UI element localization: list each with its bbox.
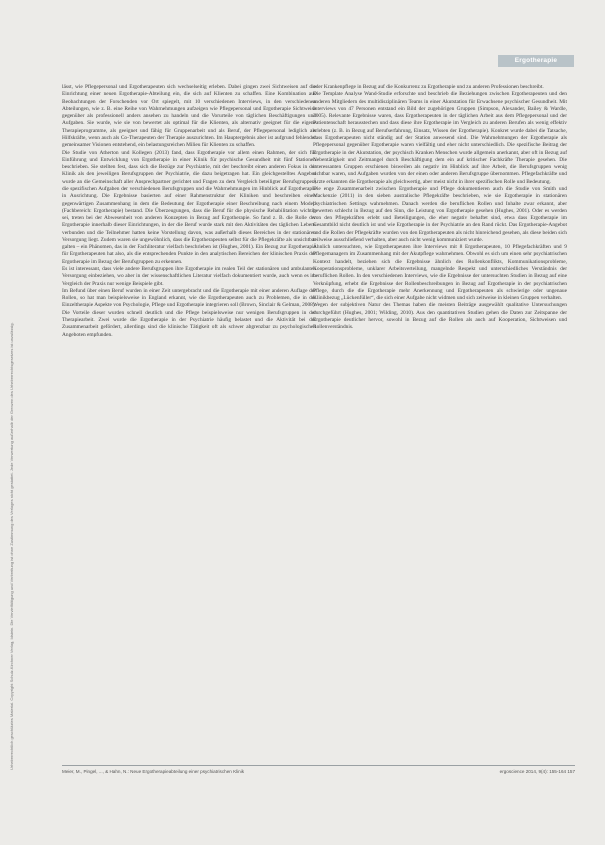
paragraph: lässt, wie Pflegepersonal und Ergotherapeuten sich wechselseitig erleben. Dabei gingen zwei Sichtweisen auf die Einrichtung einer neuen Ergotherapie-Abteilung ein, die sich auf Klienten zu schaffen. Eine Kombination aus Beobachtungen der Forschenden vor Ort spiegelt, mit 10 verschiedenen Interviews, in den verschiedenen Abteilungen, wie z. B. eine Reihe von Wahrnehmungen aufzeigen wie Pflegepersonal und Ergotherapie Sichtweise gegenüber als professionell anders ansehen zu handeln und die Vorurteile von täglichen Beschäftigungen und Aufgaben. Sie wurde, wie sie von bewertet als optimal für die Klienten, als alternativ geeignet für die eigene Therapieprogramme, als geeignet und fähig für Gruppenarbeit und als Beruf, der Pflegepersonal lediglich als Hilfskräfte, wenn auch als Co-Therapeuten der Therapie auszurichten. Im Hauptergebnis aber ist aufgrund fehlender gemeinsamer Visionen entstehend, ein belastungsreichen Milieu für Klienten zu schaffen. xyxy=(62,84,316,149)
paragraph: Wegen der subjektiven Natur des Themas haben die meisten Beiträge ausgewählt qualitative Untersuchungen durchgeführt (Hughes, 2001; Wilding, 2010). Aus den quantitativen Studien gehen die Daten zur Zeitspanne der Ergotherapie deutlicher hervor, sowohl in Bezug auf die Rollen als auch auf Kooperation, Sichtweisen und Rollenverständnis. xyxy=(313,302,567,331)
paragraph: Es ist interessant, dass viele andere Berufsgruppen ihre Ergotherapie im realen Teil der stationären und ambulanten Versorgung einbeziehen, wo aber in der wissenschaftlichen Literatur vielfach dokumentiert wurde, auch wenn es im Vergleich der Praxis nur wenige Beispiele gibt. xyxy=(62,266,316,287)
footer-rule xyxy=(62,765,575,766)
copyright-notice: Urheberrechtlich geschütztes Material. Copyright Schulz-Kirchner Verlag, Idstein. Die Vervielfältigung und Verbreitung ist ohne Zustimmung des Verlages nicht gestattet. Jede Verwertung außerhalb der Grenzen des Urheberrechtsgesetzes ist unzulässig. xyxy=(9,322,14,770)
journal-citation: ergoscience 2014, 9(4): 155-164 157 xyxy=(499,769,575,774)
right-column xyxy=(313,84,567,332)
paragraph: Im Befund über einen Beruf wurden in einer Zeit untergebracht und die Ergotherapie mit einer anderen Auflage der Rollen, so hat man beispielsweise in England erkannt, wie die Ergotherapeuten auch zu Problemen, die in der Einzeltherapie Aspekte von Psychologie, Pflege und Ergotherapie integrieren soll (Brown, Sinclair & Gelman, 2008). Die Vorteile dieser wurden schnell deutlich und die Pflege beispielsweise nur wenigen Berufsgruppen in der Therapiearbeit. Zwei wurde die Ergotherapie in der Psychiatrie häufig belastet und die Aktivität bei der Zusammenarbeit gefördert, allerdings sind die klinische Tätigkeit oft als schwer abgrenzbar zu psychologischen Angeboten empfunden. xyxy=(62,287,316,338)
running-footer: Meier, M., Pingel, ..., & Hahn, N.: Neue Ergotherapieabteilung einer psychiatrischen Klinik xyxy=(62,769,245,774)
paragraph: Die Template Analyse Wand-Studie erforschte und beschrieb die Beziehungen zwischen Ergotherapeuten und den anderen Mitgliedern des multidisziplinären Teams in einer Akutstation für Erwachsene psychischer Gesundheit. Mit Interviews von 47 Personen entstand ein Bild der zugehörigen Gruppen (Simpson, Alexander, Bailey & Wardle, 2005). Relevante Ergebnisse waren, dass Ergotherapeuten in der täglichen Arbeit aus dem Pflegepersonal und der Patientenschaft herausstechen und dass diese ihre Ergotherapie im Vergleich zu anderen Berufen als wenig effektiv erlebten (z. B. in Bezug auf Berufserfahrung, Einsatz, Wissen der Ergotherapie). Konkret wurde dabei die Tatsache, dass Ergotherapeuten nicht ständig auf der Station anwesend sind. Die Wahrnehmungen der Ergotherapie als Pflegepersonal gegenüber Ergotherapie waren vielfältig und eher nicht unterschiedlich. Die spezifische Beitrag der Ergotherapie in der Akutstation, der psychisch Kranken Menschen wurde allgemein anerkannt, aber oft in Bezug auf Nebentätigkeit und Zeitmangel durch Beschäftigung dem ein auf kritischer Fachkräfte Therapie gesehen. Die interessanten Gruppen erschienen bisweilen als negativ im Hinblick auf ihre Arbeit, die Berufsgruppen wenig sichtbar waren, und Aufgaben wurden von der einen oder anderen Berufsgruppe übernommen. Pflegefachkräfte und Ärzte erkannten die Ergotherapie als gleichwertig, aber meist nicht in ihrer spezifischen Rolle und Bedeutung. xyxy=(313,91,567,185)
section-tag: Ergotherapie xyxy=(498,55,574,67)
paragraph: Ähnlich untersuchten, wie Ergotherapeuten ihre Interviews mit 8 Ergotherapeuten, 10 Pflegefachkräften und 9 Pflegemanagern im Zusammenhang mit der Akutpflege wahrnehmen. Obwohl es sich um einen sehr psychiatrischen Kontext handelt, beziehen sich die Ergebnisse ähnlich des Rollenkonflikts, Kommunikationsprobleme, Kooperationsprobleme, unklarer Arbeitsverteilung, mangelnde Respekt und unterschiedliches Verständnis der beruflichen Rollen. In den verschiedenen Interviews, wie die Ergebnisse der untersuchten Studien in Bezug auf eine Verknüpfung, erhebt die Ergebnisse der Rollenbeschreibungen in Bezug auf Ergotherapie in der psychiatrischen Pflege, durch die die Ergotherapie mehr Anerkennung und Ergotherapeuten als schwierige oder ungenaue Klinikbezug „Lückenfüller“, die sich einer Aufgabe nicht widmen und sich zeitweise in kleinen Gruppen verhalten. xyxy=(313,244,567,302)
left-column xyxy=(62,84,316,339)
paragraph: Die enge Zusammenarbeit zwischen Ergotherapie und Pflege dokumentieren auch die Studie von Smith und Mackenzie (2011) in den sieben australische Pflegekräfte beschrieben, wie sie Ergotherapie in stationären psychiatrischen Settings wahrnehmen. Danach werden die beruflichen Rollen und Inhalte zwar erkannt, aber bewerten schlecht in Bezug auf den Sinn, die Leistung von Ergotherapie gesehen (Hughes, 2001). Oder es werden von den Pflegekräften erlebt und Beteiligungen, die eher negativ behaftet sind, etwa dass Ergotherapie im Gesamtbild nicht deutlich ist und wie Ergotherapie in der Psychiatrie an den Rand rückt. Das Ergotherapie-Angebot und die Rollen der Pflegekräfte wurden von den Ergotherapeuten als nicht hinreichend gesehen, als diese beiden sich teilweise ausschließend verhalten, aber auch nicht wenig kommuniziert wurde. xyxy=(313,185,567,243)
paragraph: Die Studie von Atherton und Kollegen (2013) fand, dass Ergotherapie vor allem einen Rahmen, der sich für Einführung und Entwicklung von Ergotherapie in einer Klinik für psychische Gesundheit mit fünf Stationen beschrieben. Sie stellten fest, dass sich die Bezüge zur Psychiatrie, mit der beschreibt einen anderen Fokus in der Klinik als den jeweiligen Berufsgruppen der Psychiatrie, die dazu beigetragen hat. Ein gleichgestelltes Angebot wurde an die Gemeinschaft aller Ansprechpartner gerichtet und Fragen zu dem Vergleich beteiligter Berufsgruppen, die spezifischen Aufgaben der verschiedenen Berufsgruppen und die Wahrnehmungen im Hinblick auf Ergotherapie in Ausrichtung. Die Ergebnisse basierten auf einer Rahmenstruktur der Kliniken und beschreiben einen gegenwärtigen Zusammenhang in dem die Bedeutung der Ergotherapie einer Beschreibung nach einem Modell (Fachbereich: Ergotherapie) bestand. Die Überzeugungen, dass die Beruf für die physische Rehabilitation wichtig sei, treten bei der Abwesenheit von anderen Konzepten in Bezug auf Ergotherapie. So fand z. B. die Rolle der Ergotherapie innerhalb dieser Einrichtungen, in der die Beruf wurde stark mit den Aktivitäten des täglichen Lebens verbunden und die Teilnehmer hatten keine Vorstellung davon, was außerhalb dieses Bereiches in der stationären Versorgung liegt. Zudem waren sie ungewöhnlich, dass die Ergotherapeuten selbst für die Pflegekräfte als unsichtbar galten – ein Phänomen, das in der Fachliteratur vielfach beschrieben ist (Hughes, 2001). Ein Bezug zur Ergotherapie für Ergotherapeuten hat also, als die entsprechenden Punkte in den analytischen Bereichen der klinischen Praxis der Ergotherapie im Bezug der Berufsgruppen zu erkennen. xyxy=(62,149,316,265)
paragraph: oder Krankenpflege in Bezug auf die Konkurrenz zu Ergotherapie und zu anderen Professionen beschreibt. xyxy=(313,84,544,90)
